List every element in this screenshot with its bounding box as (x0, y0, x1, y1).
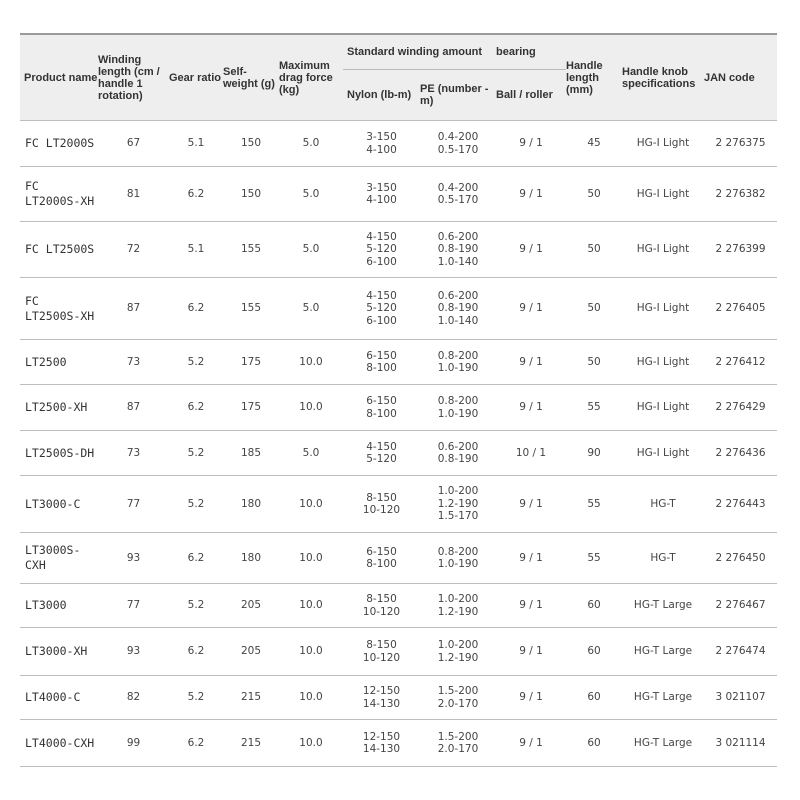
nylon-line: 5-120 (366, 243, 397, 256)
gear-ratio-cell: 6.2 (169, 385, 223, 431)
nylon-cell (343, 222, 420, 278)
header-handle-knob: Handle knob specifications (622, 34, 704, 121)
table-row (20, 222, 777, 278)
gear-ratio-cell: 6.2 (169, 628, 223, 676)
product-name-cell: FC LT2500S-XH (20, 278, 98, 340)
gear-ratio-cell: 5.1 (169, 121, 223, 167)
pe-line: 0.6-200 (437, 289, 479, 302)
header-pe: PE (number -m) (420, 70, 496, 121)
nylon-line: 10-120 (362, 504, 401, 516)
product-name-cell: LT2500S-DH (20, 431, 98, 476)
nylon-cell (343, 720, 420, 767)
handle-length-cell: 55 (566, 476, 622, 533)
jan-code-cell: 2 276474 (704, 628, 777, 676)
max-drag-cell: 10.0 (279, 385, 343, 431)
max-drag-cell: 10.0 (279, 584, 343, 628)
jan-code-cell: 2 276375 (704, 121, 777, 167)
jan-code-cell: 2 276382 (704, 167, 777, 222)
pe-line: 0.8-190 (437, 302, 479, 315)
table-row (20, 121, 777, 167)
pe-cell (420, 340, 496, 385)
nylon-line: 8-100 (366, 407, 397, 420)
product-name-cell: LT4000-C (20, 676, 98, 720)
nylon-cell (343, 340, 420, 385)
nylon-line: 12-150 (362, 685, 401, 697)
nylon-line: 4-150 (366, 230, 397, 243)
winding-length-cell: 67 (98, 121, 169, 167)
winding-length-cell: 99 (98, 720, 169, 767)
header-max-drag: Maximum drag force (kg) (279, 34, 343, 121)
product-name-cell: LT2500-XH (20, 385, 98, 431)
jan-code-cell: 2 276429 (704, 385, 777, 431)
nylon-cell (343, 533, 420, 584)
header-ball-roller: Ball / roller (496, 70, 566, 121)
jan-code-cell: 2 276405 (704, 278, 777, 340)
table-row (20, 720, 777, 767)
table-row (20, 476, 777, 533)
header-handle-length: Handle length (mm) (566, 34, 622, 121)
jan-code-cell: 3 021107 (704, 676, 777, 720)
pe-line: 1.2-190 (437, 605, 479, 618)
pe-line: 1.2-190 (437, 651, 479, 664)
gear-ratio-cell: 5.2 (169, 476, 223, 533)
self-weight-cell: 175 (223, 340, 279, 385)
max-drag-cell: 10.0 (279, 476, 343, 533)
winding-length-cell: 77 (98, 476, 169, 533)
pe-line: 1.0-140 (437, 255, 479, 268)
jan-code-cell: 2 276399 (704, 222, 777, 278)
pe-line: 2.0-170 (437, 743, 479, 755)
handle-knob-cell: HG-T (622, 476, 704, 533)
bearing-cell: 9 / 1 (496, 340, 566, 385)
nylon-line: 4-150 (366, 289, 397, 302)
bearing-cell: 9 / 1 (496, 385, 566, 431)
nylon-line: 6-150 (366, 395, 397, 407)
nylon-cell (343, 628, 420, 676)
nylon-line: 6-100 (366, 255, 397, 268)
handle-knob-cell: HG-T (622, 533, 704, 584)
self-weight-cell: 185 (223, 431, 279, 476)
self-weight-cell: 180 (223, 476, 279, 533)
handle-length-cell: 60 (566, 584, 622, 628)
bearing-cell: 9 / 1 (496, 676, 566, 720)
nylon-line: 3-150 (366, 181, 397, 194)
gear-ratio-cell: 5.1 (169, 222, 223, 278)
max-drag-cell: 10.0 (279, 340, 343, 385)
pe-line: 1.5-170 (437, 510, 479, 523)
self-weight-cell: 150 (223, 121, 279, 167)
bearing-cell: 9 / 1 (496, 628, 566, 676)
bearing-cell: 10 / 1 (496, 431, 566, 476)
nylon-line: 6-100 (366, 314, 397, 327)
max-drag-cell: 5.0 (279, 278, 343, 340)
jan-code-cell: 2 276467 (704, 584, 777, 628)
header-nylon: Nylon (lb-m) (343, 70, 420, 121)
header-gear-ratio: Gear ratio (169, 34, 223, 121)
pe-line: 0.6-200 (437, 440, 479, 453)
pe-cell (420, 476, 496, 533)
winding-length-cell: 81 (98, 167, 169, 222)
nylon-line: 8-100 (366, 558, 397, 570)
self-weight-cell: 155 (223, 278, 279, 340)
nylon-line: 8-150 (366, 639, 397, 651)
table-row (20, 340, 777, 385)
pe-cell (420, 628, 496, 676)
bearing-cell: 9 / 1 (496, 222, 566, 278)
self-weight-cell: 205 (223, 584, 279, 628)
max-drag-cell: 10.0 (279, 720, 343, 767)
table-row (20, 584, 777, 628)
nylon-cell (343, 278, 420, 340)
bearing-cell: 9 / 1 (496, 278, 566, 340)
header-standard-winding: Standard winding amount (343, 34, 496, 70)
handle-length-cell: 50 (566, 340, 622, 385)
pe-line: 0.4-200 (437, 131, 479, 143)
nylon-cell (343, 385, 420, 431)
nylon-line: 5-120 (366, 302, 397, 315)
handle-knob-cell: HG-I Light (622, 167, 704, 222)
pe-cell (420, 584, 496, 628)
product-name-cell: LT3000-XH (20, 628, 98, 676)
header-jan-code: JAN code (704, 34, 777, 121)
pe-cell (420, 431, 496, 476)
product-name-cell: LT2500 (20, 340, 98, 385)
nylon-line: 6-150 (366, 349, 397, 362)
pe-line: 0.8-200 (437, 395, 479, 407)
gear-ratio-cell: 5.2 (169, 584, 223, 628)
pe-line: 0.8-190 (437, 243, 479, 256)
pe-line: 1.0-190 (437, 407, 479, 420)
handle-length-cell: 50 (566, 278, 622, 340)
pe-cell (420, 720, 496, 767)
pe-line: 0.5-170 (437, 194, 479, 206)
handle-knob-cell: HG-I Light (622, 278, 704, 340)
handle-knob-cell: HG-T Large (622, 628, 704, 676)
winding-length-cell: 87 (98, 278, 169, 340)
self-weight-cell: 215 (223, 720, 279, 767)
spec-table (20, 33, 777, 767)
max-drag-cell: 10.0 (279, 676, 343, 720)
nylon-line: 10-120 (362, 651, 401, 664)
nylon-line: 6-150 (366, 545, 397, 558)
table-row (20, 385, 777, 431)
winding-length-cell: 93 (98, 628, 169, 676)
max-drag-cell: 10.0 (279, 533, 343, 584)
gear-ratio-cell: 5.2 (169, 676, 223, 720)
handle-knob-cell: HG-T Large (622, 676, 704, 720)
product-name-cell: LT3000-C (20, 476, 98, 533)
bearing-cell: 9 / 1 (496, 167, 566, 222)
table-row (20, 628, 777, 676)
product-name-cell: LT3000S-CXH (20, 533, 98, 584)
handle-knob-cell: HG-T Large (622, 720, 704, 767)
pe-line: 1.0-200 (437, 485, 479, 498)
pe-cell (420, 167, 496, 222)
bearing-cell: 9 / 1 (496, 533, 566, 584)
handle-knob-cell: HG-I Light (622, 340, 704, 385)
bearing-cell: 9 / 1 (496, 584, 566, 628)
product-name-cell: LT3000 (20, 584, 98, 628)
bearing-cell: 9 / 1 (496, 476, 566, 533)
pe-cell (420, 222, 496, 278)
handle-knob-cell: HG-I Light (622, 121, 704, 167)
nylon-line: 8-150 (366, 491, 397, 504)
gear-ratio-cell: 6.2 (169, 278, 223, 340)
winding-length-cell: 87 (98, 385, 169, 431)
header-product-name: Product name (20, 34, 98, 121)
nylon-line: 10-120 (362, 605, 401, 618)
jan-code-cell: 2 276443 (704, 476, 777, 533)
product-name-cell: FC LT2500S (20, 222, 98, 278)
self-weight-cell: 215 (223, 676, 279, 720)
winding-length-cell: 82 (98, 676, 169, 720)
winding-length-cell: 73 (98, 431, 169, 476)
header-winding-length: Winding length (cm / handle 1 rotation) (98, 34, 169, 121)
pe-cell (420, 121, 496, 167)
nylon-cell (343, 431, 420, 476)
handle-length-cell: 45 (566, 121, 622, 167)
handle-length-cell: 55 (566, 533, 622, 584)
pe-cell (420, 676, 496, 720)
pe-cell (420, 533, 496, 584)
jan-code-cell: 2 276412 (704, 340, 777, 385)
nylon-cell (343, 476, 420, 533)
table-row (20, 533, 777, 584)
nylon-line: 5-120 (366, 453, 397, 465)
self-weight-cell: 155 (223, 222, 279, 278)
pe-line: 2.0-170 (437, 697, 479, 710)
pe-line: 1.2-190 (437, 497, 479, 510)
pe-line: 1.0-190 (437, 558, 479, 570)
pe-line: 1.0-200 (437, 639, 479, 651)
nylon-line: 8-150 (366, 593, 397, 605)
table-header (20, 34, 777, 121)
handle-length-cell: 60 (566, 628, 622, 676)
gear-ratio-cell: 6.2 (169, 533, 223, 584)
self-weight-cell: 205 (223, 628, 279, 676)
handle-length-cell: 90 (566, 431, 622, 476)
pe-line: 0.6-200 (437, 230, 479, 243)
nylon-line: 4-100 (366, 143, 397, 156)
spec-table-container (20, 33, 777, 767)
winding-length-cell: 77 (98, 584, 169, 628)
bearing-cell: 9 / 1 (496, 121, 566, 167)
table-body (20, 121, 777, 767)
self-weight-cell: 150 (223, 167, 279, 222)
handle-length-cell: 60 (566, 676, 622, 720)
handle-knob-cell: HG-I Light (622, 222, 704, 278)
handle-length-cell: 50 (566, 222, 622, 278)
table-row (20, 167, 777, 222)
nylon-cell (343, 121, 420, 167)
winding-length-cell: 72 (98, 222, 169, 278)
self-weight-cell: 175 (223, 385, 279, 431)
pe-line: 1.5-200 (437, 730, 479, 743)
product-name-cell: FC LT2000S (20, 121, 98, 167)
gear-ratio-cell: 5.2 (169, 340, 223, 385)
nylon-cell (343, 584, 420, 628)
jan-code-cell: 2 276450 (704, 533, 777, 584)
max-drag-cell: 5.0 (279, 222, 343, 278)
nylon-cell (343, 676, 420, 720)
pe-line: 0.5-170 (437, 143, 479, 156)
header-self-weight: Self-weight (g) (223, 34, 279, 121)
table-row (20, 431, 777, 476)
gear-ratio-cell: 6.2 (169, 167, 223, 222)
nylon-line: 8-100 (366, 362, 397, 374)
nylon-line: 4-150 (366, 440, 397, 453)
pe-line: 0.4-200 (437, 181, 479, 194)
product-name-cell: LT4000-CXH (20, 720, 98, 767)
handle-knob-cell: HG-I Light (622, 431, 704, 476)
handle-length-cell: 60 (566, 720, 622, 767)
table-row (20, 676, 777, 720)
jan-code-cell: 2 276436 (704, 431, 777, 476)
pe-cell (420, 385, 496, 431)
pe-line: 0.8-200 (437, 349, 479, 362)
handle-knob-cell: HG-T Large (622, 584, 704, 628)
winding-length-cell: 73 (98, 340, 169, 385)
gear-ratio-cell: 5.2 (169, 431, 223, 476)
nylon-line: 3-150 (366, 131, 397, 143)
nylon-line: 4-100 (366, 194, 397, 206)
handle-length-cell: 55 (566, 385, 622, 431)
pe-line: 0.8-190 (437, 453, 479, 465)
bearing-cell: 9 / 1 (496, 720, 566, 767)
product-name-cell: FC LT2000S-XH (20, 167, 98, 222)
nylon-line: 14-130 (362, 743, 401, 755)
max-drag-cell: 5.0 (279, 167, 343, 222)
handle-knob-cell: HG-I Light (622, 385, 704, 431)
header-bearing: bearing (496, 34, 566, 70)
pe-line: 1.5-200 (437, 685, 479, 697)
max-drag-cell: 5.0 (279, 121, 343, 167)
winding-length-cell: 93 (98, 533, 169, 584)
self-weight-cell: 180 (223, 533, 279, 584)
max-drag-cell: 5.0 (279, 431, 343, 476)
nylon-line: 14-130 (362, 697, 401, 710)
nylon-cell (343, 167, 420, 222)
table-row (20, 278, 777, 340)
pe-line: 1.0-140 (437, 314, 479, 327)
pe-line: 0.8-200 (437, 545, 479, 558)
pe-line: 1.0-190 (437, 362, 479, 374)
handle-length-cell: 50 (566, 167, 622, 222)
nylon-line: 12-150 (362, 730, 401, 743)
gear-ratio-cell: 6.2 (169, 720, 223, 767)
max-drag-cell: 10.0 (279, 628, 343, 676)
pe-line: 1.0-200 (437, 593, 479, 605)
jan-code-cell: 3 021114 (704, 720, 777, 767)
pe-cell (420, 278, 496, 340)
